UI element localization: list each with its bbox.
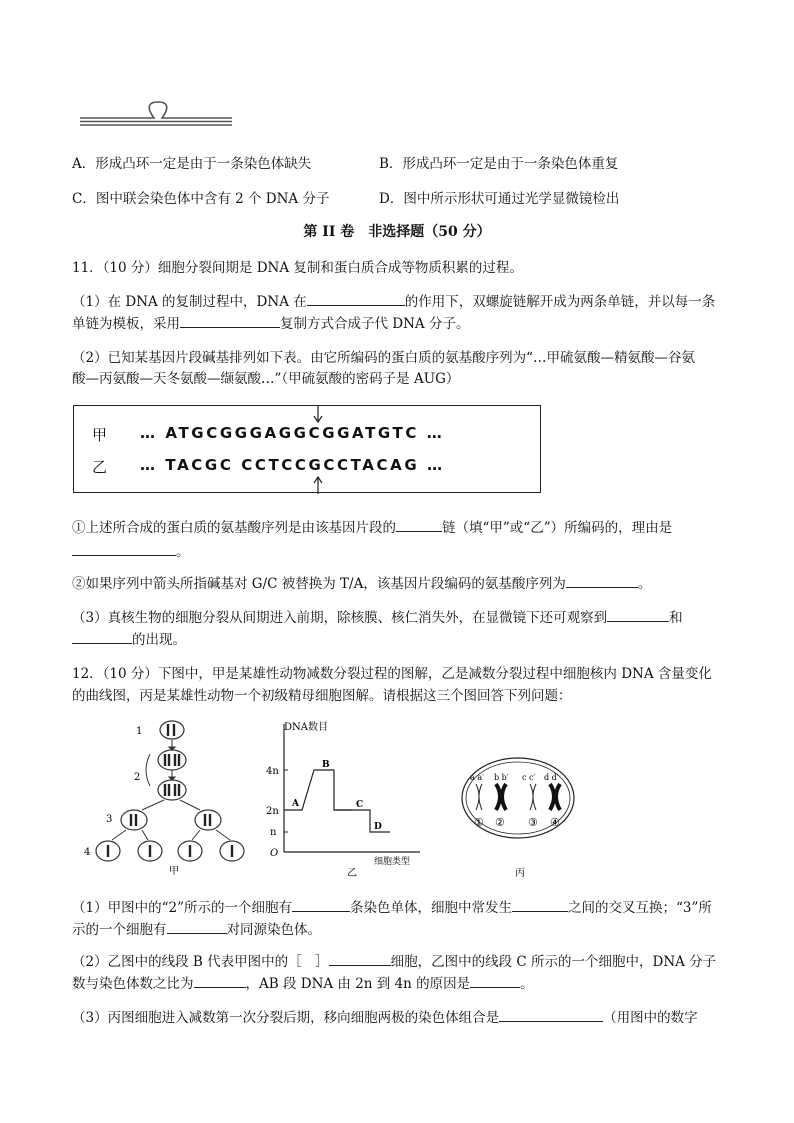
q11-p1-text-c: 单链为模板，采用: [72, 316, 180, 332]
step-label-3: 3: [106, 814, 113, 825]
step-label-1: 1: [136, 726, 143, 737]
segment-b: B: [322, 760, 330, 770]
chromatid-label-a: a a′: [470, 773, 484, 782]
q11-s2-end: 。: [637, 576, 652, 592]
answer-blank-reason-ab[interactable]: [470, 973, 520, 988]
strand-yi-sequence: … TACGC CCTCCGCCTACAG …: [140, 456, 445, 474]
answer-blank-cell-name[interactable]: [329, 951, 391, 966]
down-arrow-icon: [310, 405, 326, 425]
q11-s1-text-a: ①上述所合成的蛋白质的氨基酸序列是由该基因片段的: [72, 520, 396, 536]
q12-p1-text-e: 对同源染色体。: [226, 922, 321, 938]
ytick-n: n: [270, 827, 277, 838]
step-label-2: 2: [134, 772, 141, 783]
q12-p3-text-b: （用图中的数字: [603, 1010, 698, 1026]
answer-blank-strand[interactable]: [396, 517, 442, 532]
q12-part2-line2: [72, 972, 534, 992]
figure-yi-caption: 乙: [347, 868, 357, 878]
q12-p2-text-c: 数与染色体数之比为: [72, 976, 194, 992]
q12-p1-text-b: 条染色单体，细胞中常发生: [349, 900, 512, 916]
q12-p2-end: 。: [520, 976, 534, 992]
q11-s1-text-b: 链（填“甲”或“乙”）所编码的，理由是: [442, 520, 673, 536]
q11-sub2: [72, 572, 651, 592]
cell-3-left: [121, 810, 147, 830]
cell-2b: [158, 780, 186, 800]
chromatid-label-d: d d′: [544, 773, 559, 782]
strand-yi-label: 乙: [92, 458, 108, 476]
cell-2a: [158, 750, 186, 770]
q12-part2-line1: [72, 950, 716, 970]
answer-blank-crossover[interactable]: [512, 897, 568, 912]
q11-part3-line2: [72, 628, 186, 648]
q11-p1-text-a: （1）在 DNA 的复制过程中，DNA 在: [72, 294, 307, 310]
q12-part1-line1: [72, 896, 712, 916]
step-label-4: 4: [84, 847, 91, 858]
yi-origin: O: [270, 848, 279, 859]
q12-stem-line2: 的曲线图，丙是某雄性动物一个初级精母细胞图解。请根据这三个图回答下列问题：: [72, 688, 572, 704]
chromosome-4: [550, 784, 560, 810]
answer-blank-ratio[interactable]: [194, 973, 246, 988]
figure-bing-caption: 丙: [515, 868, 525, 878]
segment-c: C: [356, 800, 364, 810]
q12-part3-line1: [72, 1006, 698, 1026]
q11-part2-line2: 酸—丙氨酸—天冬氨酸—缬氨酸…”（甲硫氨酸的密码子是 AUG）: [72, 371, 460, 387]
yi-xlabel: 细胞类型: [374, 857, 411, 867]
ytick-4n: 4n: [266, 766, 279, 777]
q11-s2-text: ②如果序列中箭头所指碱基对 G/C 被替换为 T/A，该基因片段编码的氨基酸序列为: [72, 576, 566, 592]
segment-a: A: [292, 799, 299, 809]
chromosome-3: [530, 784, 536, 810]
q11-p3-text-a: （3）真核生物的细胞分裂从间期进入前期，除核膜、核仁消失外，在显微镜下还可观察到: [72, 610, 608, 626]
chromosome-2: [496, 784, 506, 810]
q11-p3-text-b: 和: [669, 610, 683, 626]
answer-blank-enzyme[interactable]: [307, 291, 405, 306]
chromosome-loop-diagram: [76, 98, 238, 132]
dna-sequence-box: [73, 405, 541, 493]
figure-yi-dna-curve: [262, 718, 442, 878]
q11-part1-line1: [72, 290, 715, 310]
chromosome-number-3: ③: [528, 816, 538, 829]
option-b: B．形成凸环一定是由于一条染色体重复: [379, 156, 619, 172]
ytick-2n: 2n: [266, 806, 279, 817]
answer-blank-reason[interactable]: [72, 541, 176, 556]
strand-jia-label: 甲: [92, 426, 108, 444]
q12-p1-text-c: 之间的交叉互换；“3”所: [567, 900, 712, 916]
q12-p2-text-b: 细胞，乙图中的线段 C 所示的一个细胞中，DNA 分子: [390, 954, 717, 970]
q12-p1-text-d: 示的一个细胞有: [72, 922, 167, 938]
cell-1: [160, 721, 184, 739]
segment-d: D: [374, 822, 382, 832]
figure-jia-caption: 甲: [169, 866, 179, 877]
answer-blank-homologous-pairs[interactable]: [167, 919, 227, 934]
answer-blank-amino-sequence[interactable]: [566, 573, 638, 588]
q11-part3-line1: [72, 606, 683, 626]
q11-sub1-line2: [72, 540, 190, 560]
q11-p1-text-b: 的作用下，双螺旋链解开成为两条单链，并以每一条: [404, 294, 716, 310]
answer-blank-chromatids[interactable]: [292, 897, 350, 912]
q11-part1-line2: [72, 312, 469, 332]
option-d: D．图中所示形状可通过光学显微镜检出: [379, 191, 620, 207]
chromosome-1: [476, 784, 482, 810]
strand-jia-sequence: … ATGCGGGAGGCGGATGTC …: [140, 424, 445, 442]
q12-p2-text-a: （2）乙图中的线段 B 代表甲图中的［ ］: [72, 954, 329, 970]
option-a: A．形成凸环一定是由于一条染色体缺失: [72, 156, 312, 172]
up-arrow-icon: [310, 474, 326, 494]
figure-jia-meiosis: [80, 718, 260, 878]
answer-blank-observed-1[interactable]: [607, 607, 669, 622]
q12-part1-line2: [72, 918, 321, 938]
answer-blank-chromosome-combo[interactable]: [499, 1007, 603, 1022]
q11-p3-end: 的出现。: [132, 632, 186, 648]
q11-sub1-line1: [72, 516, 672, 536]
q12-p2-text-d: ，AB 段 DNA 由 2n 到 4n 的原因是: [245, 976, 471, 992]
q12-stem-line1: 12．（10 分）下图中，甲是某雄性动物减数分裂过程的图解，乙是减数分裂过程中细胞核内 DNA 含量变化: [72, 666, 712, 682]
q12-p3-text-a: （3）丙图细胞进入减数第一次分裂后期，移向细胞两极的染色体组合是: [72, 1010, 500, 1026]
answer-blank-replication-mode[interactable]: [180, 313, 280, 328]
chromatid-label-c: c c′: [522, 773, 536, 782]
q11-p1-text-d: 复制方式合成子代 DNA 分子。: [280, 316, 470, 332]
chromosome-number-1: ①: [474, 816, 484, 829]
q11-s1-end: 。: [176, 544, 190, 560]
q11-stem: 11．（10 分）细胞分裂间期是 DNA 复制和蛋白质合成等物质积累的过程。: [72, 260, 523, 276]
cell-3-right: [195, 810, 221, 830]
chromosome-number-2: ②: [495, 816, 505, 829]
answer-blank-observed-2[interactable]: [72, 629, 132, 644]
chromosome-number-4: ④: [550, 816, 560, 829]
chromatid-label-b: b b′: [494, 773, 509, 782]
section-title: 第 II 卷 非选择题（50 分）: [303, 224, 491, 240]
option-c: C．图中联会染色体中含有 2 个 DNA 分子: [72, 191, 330, 207]
figure-bing-spermatocyte: [452, 718, 592, 878]
q11-part2-line1: （2）已知某基因片段碱基排列如下表。由它所编码的蛋白质的氨基酸序列为“…甲硫氨酸—精氨酸—谷氨: [72, 350, 695, 366]
yi-ylabel: DNA数目: [284, 722, 328, 733]
q12-p1-text-a: （1）甲图中的“2”所示的一个细胞有: [72, 900, 292, 916]
